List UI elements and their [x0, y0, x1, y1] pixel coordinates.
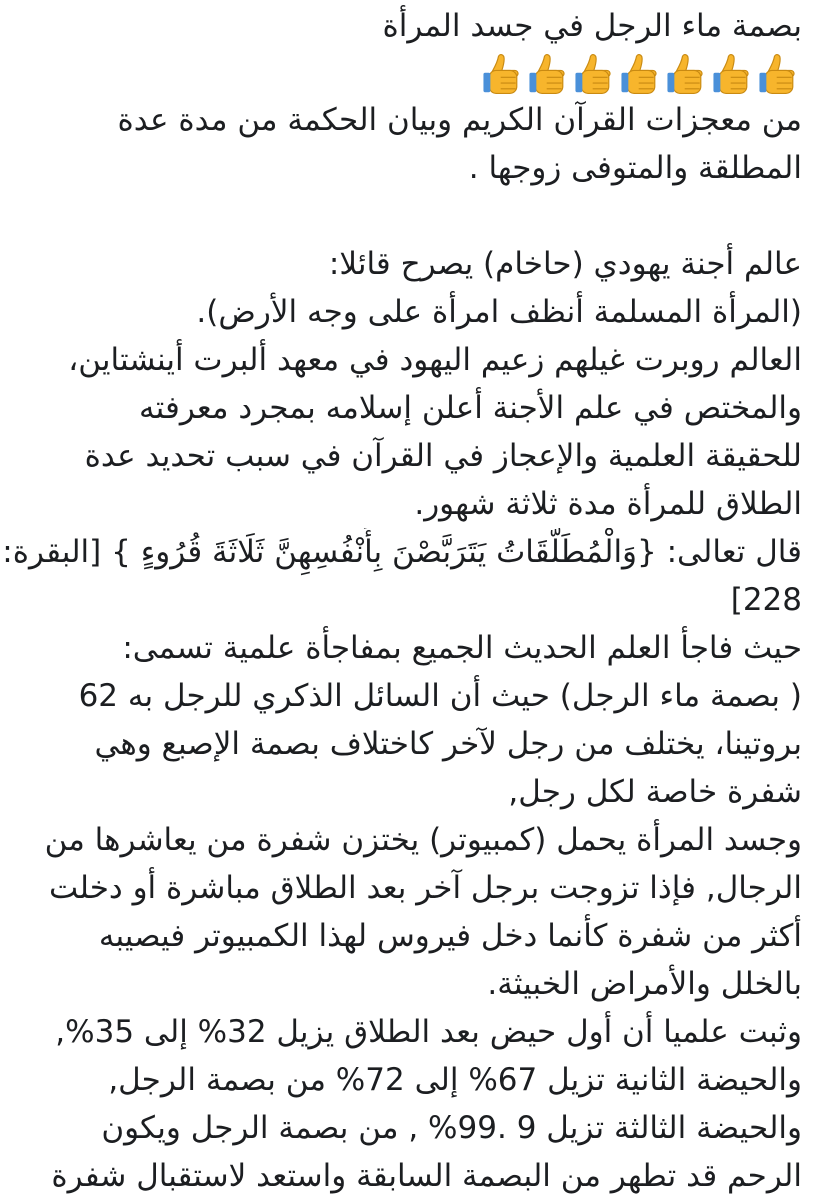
text-line: والحيضة الثانية تزيل 67% إلى 72% من بصمة الرجل,: [108, 1062, 802, 1098]
text-line: ( بصمة ماء الرجل) حيث أن السائل الذكري للرجل به 62: [78, 678, 802, 714]
text-line: بالخلل والأمراض الخبيثة.: [487, 966, 802, 1002]
thumbs-up-icon: [756, 52, 802, 98]
thumbs-up-icon: [480, 52, 526, 98]
text-line: بروتينا، يختلف من رجل لآخر كاختلاف بصمة الإصبع وهي: [94, 726, 802, 762]
text-line: عالم أجنة يهودي (حاخام) يصرح قائلا:: [328, 246, 802, 282]
text-line: الرجال, فإذا تزوجت برجل آخر بعد الطلاق مباشرة أو دخلت: [49, 870, 802, 906]
text-line: العالم روبرت غيلهم زعيم اليهود في معهد ألبرت أينشتاين،: [68, 342, 802, 378]
text-line: من معجزات القرآن الكريم وبيان الحكمة من مدة عدة: [117, 102, 802, 138]
post-title: بصمة ماء الرجل في جسد المرأة: [382, 8, 802, 44]
text-line: المطلقة والمتوفى زوجها .: [468, 150, 802, 186]
quran-verse-line: قال تعالى: {وَالْمُطَلَّقَاتُ يَتَرَبَّصْنَ بِأَنْفُسِهِنَّ ثَلَاثَةَ قُرُوءٍ } [البقرة:: [2, 534, 802, 570]
text-line: الرحم قد تطهر من البصمة السابقة واستعد لاستقبال شفرة: [51, 1158, 802, 1194]
text-line: الطلاق للمرأة مدة ثلاثة شهور.: [414, 486, 802, 522]
thumbs-up-icon: [618, 52, 664, 98]
text-line: شفرة خاصة لكل رجل,: [508, 774, 802, 810]
blank-line: [2, 192, 802, 240]
text-line: حيث فاجأ العلم الحديث الجميع بمفاجأة علمية تسمى:: [122, 630, 802, 666]
text-line: وجسد المرأة يحمل (كمبيوتر) يختزن شفرة من يعاشرها من: [44, 822, 802, 858]
text-line: للحقيقة العلمية والإعجاز في القرآن في سبب تحديد عدة: [84, 438, 802, 474]
thumbs-up-row: [480, 52, 802, 98]
text-line: والحيضة الثالثة تزيل 9 .99% , من بصمة الرجل ويكون: [101, 1110, 802, 1146]
verse-reference-line: 228]: [730, 582, 802, 618]
text-line: (المرأة المسلمة أنظف امرأة على وجه الأرض).: [196, 294, 802, 330]
text-line: أكثر من شفرة كأنما دخل فيروس لهذا الكمبيوتر فيصيبه: [98, 918, 802, 954]
thumbs-up-icon: [572, 52, 618, 98]
thumbs-up-icon: [664, 52, 710, 98]
text-line: وثبت علميا أن أول حيض بعد الطلاق يزيل 32% إلى 35%,: [55, 1014, 802, 1050]
thumbs-up-icon: [710, 52, 756, 98]
thumbs-up-icon: [526, 52, 572, 98]
text-line: والمختص في علم الأجنة أعلن إسلامه بمجرد معرفته: [139, 390, 802, 426]
